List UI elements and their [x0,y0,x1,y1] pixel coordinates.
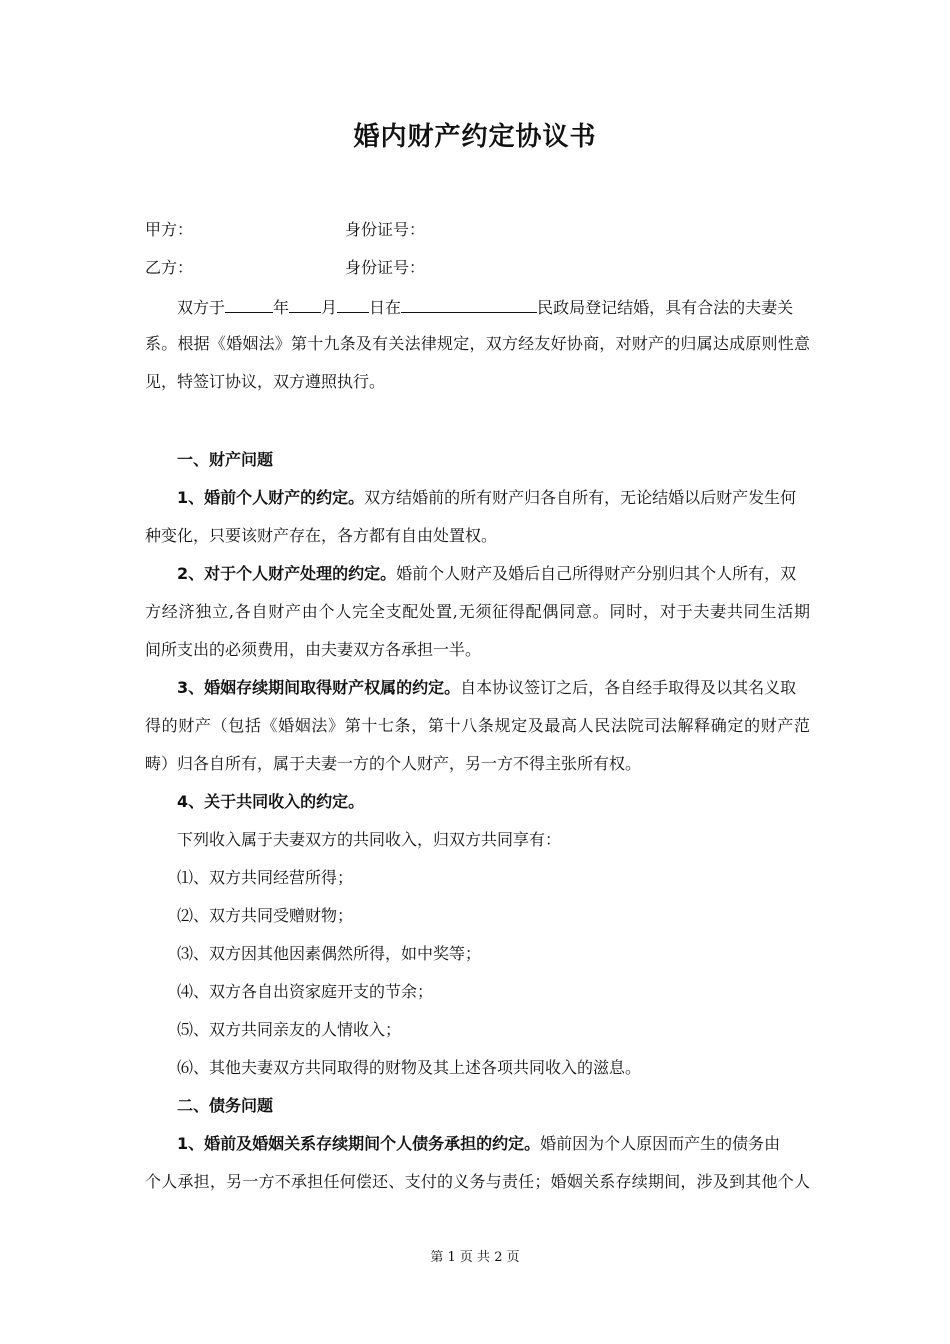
income-item: ⑴、双方共同经营所得； [177,868,354,887]
debt-item-1-text: 婚前因为个人原因而产生的债务由 [540,1134,781,1153]
item-1-line-1 [177,488,810,508]
party-a-row [145,220,810,240]
item-4-title: 4、关于共同收入的约定。 [177,792,365,811]
day-blank [337,296,369,313]
item-4-intro: 下列收入属于夫妻双方的共同收入，归双方共同享有： [177,830,562,849]
intro-text: 民政局登记结婚，具有合法的夫妻关 [537,298,794,317]
income-item: ⑵、双方共同受赠财物； [177,906,354,925]
month-blank [289,296,321,313]
intro-line-3: 见，特签订协议，双方遵照执行。 [145,372,386,391]
intro-line-2: 系。根据《婚姻法》第十九条及有关法律规定，双方经友好协商，对财产的归属达成原则性意 [145,334,810,353]
item-1-text: 双方结婚前的所有财产归各自所有，无论结婚以后财产发生何 [364,488,797,507]
income-item: ⑸、双方共同亲友的人情收入； [177,1020,402,1039]
page-footer: 第 1 页 共 2 页 [430,1250,520,1265]
party-b-row [145,258,810,278]
income-item: ⑶、双方因其他因素偶然所得，如中奖等； [177,944,482,963]
income-item: ⑷、双方各自出资家庭开支的节余； [177,982,434,1001]
intro-text: 日在 [369,298,402,317]
bureau-blank [401,296,537,313]
item-1-title: 1、婚前个人财产的约定。 [177,488,365,507]
item-3-line-3: 畴）归各自所有，属于夫妻一方的个人财产，另一方不得主张所有权。 [145,754,642,773]
item-2-text: 婚前个人财产及婚后自己所得财产分别归其个人所有，双 [396,564,797,583]
intro-text: 双方于 [177,298,226,317]
debt-item-1-line-1 [177,1134,810,1154]
section-1-heading: 一、财产问题 [177,450,274,469]
item-3-title: 3、婚姻存续期间取得财产权属的约定。 [177,678,461,697]
document-title: 婚内财产约定协议书 [353,122,597,152]
intro-line-1 [177,296,810,318]
year-blank [225,296,273,313]
debt-item-1-line-2: 个人承担，另一方不承担任何偿还、支付的义务与责任；婚姻关系存续期间，涉及到其他个人 [145,1172,810,1191]
party-b-id-label: 身份证号： [345,258,426,277]
income-item: ⑹、其他夫妻双方共同取得的财物及其上述各项共同收入的滋息。 [177,1058,642,1077]
debt-item-1-title: 1、婚前及婚姻关系存续期间个人债务承担的约定。 [177,1134,541,1153]
party-b-label: 乙方： [145,258,194,277]
item-2-title: 2、对于个人财产处理的约定。 [177,564,397,583]
intro-text: 年 [273,298,290,317]
item-2-line-1 [177,564,810,584]
item-2-line-3: 间所支出的必须费用，由夫妻双方各承担一半。 [145,640,482,659]
party-a-label: 甲方： [145,220,194,239]
item-2-line-2: 方经济独立,各自财产由个人完全支配处置,无须征得配偶同意。同时，对于夫妻共同生活期 [145,602,810,621]
item-3-text: 自本协议签订之后，各自经手取得及以其名义取 [460,678,797,697]
item-3-line-2: 得的财产（包括《婚姻法》第十七条，第十八条规定及最高人民法院司法解释确定的财产范 [145,716,810,735]
intro-text: 月 [321,298,338,317]
item-3-line-1 [177,678,810,698]
section-2-heading: 二、债务问题 [177,1096,274,1115]
party-a-id-label: 身份证号： [345,220,426,239]
item-1-line-2: 种变化，只要该财产存在，各方都有自由处置权。 [145,526,498,545]
